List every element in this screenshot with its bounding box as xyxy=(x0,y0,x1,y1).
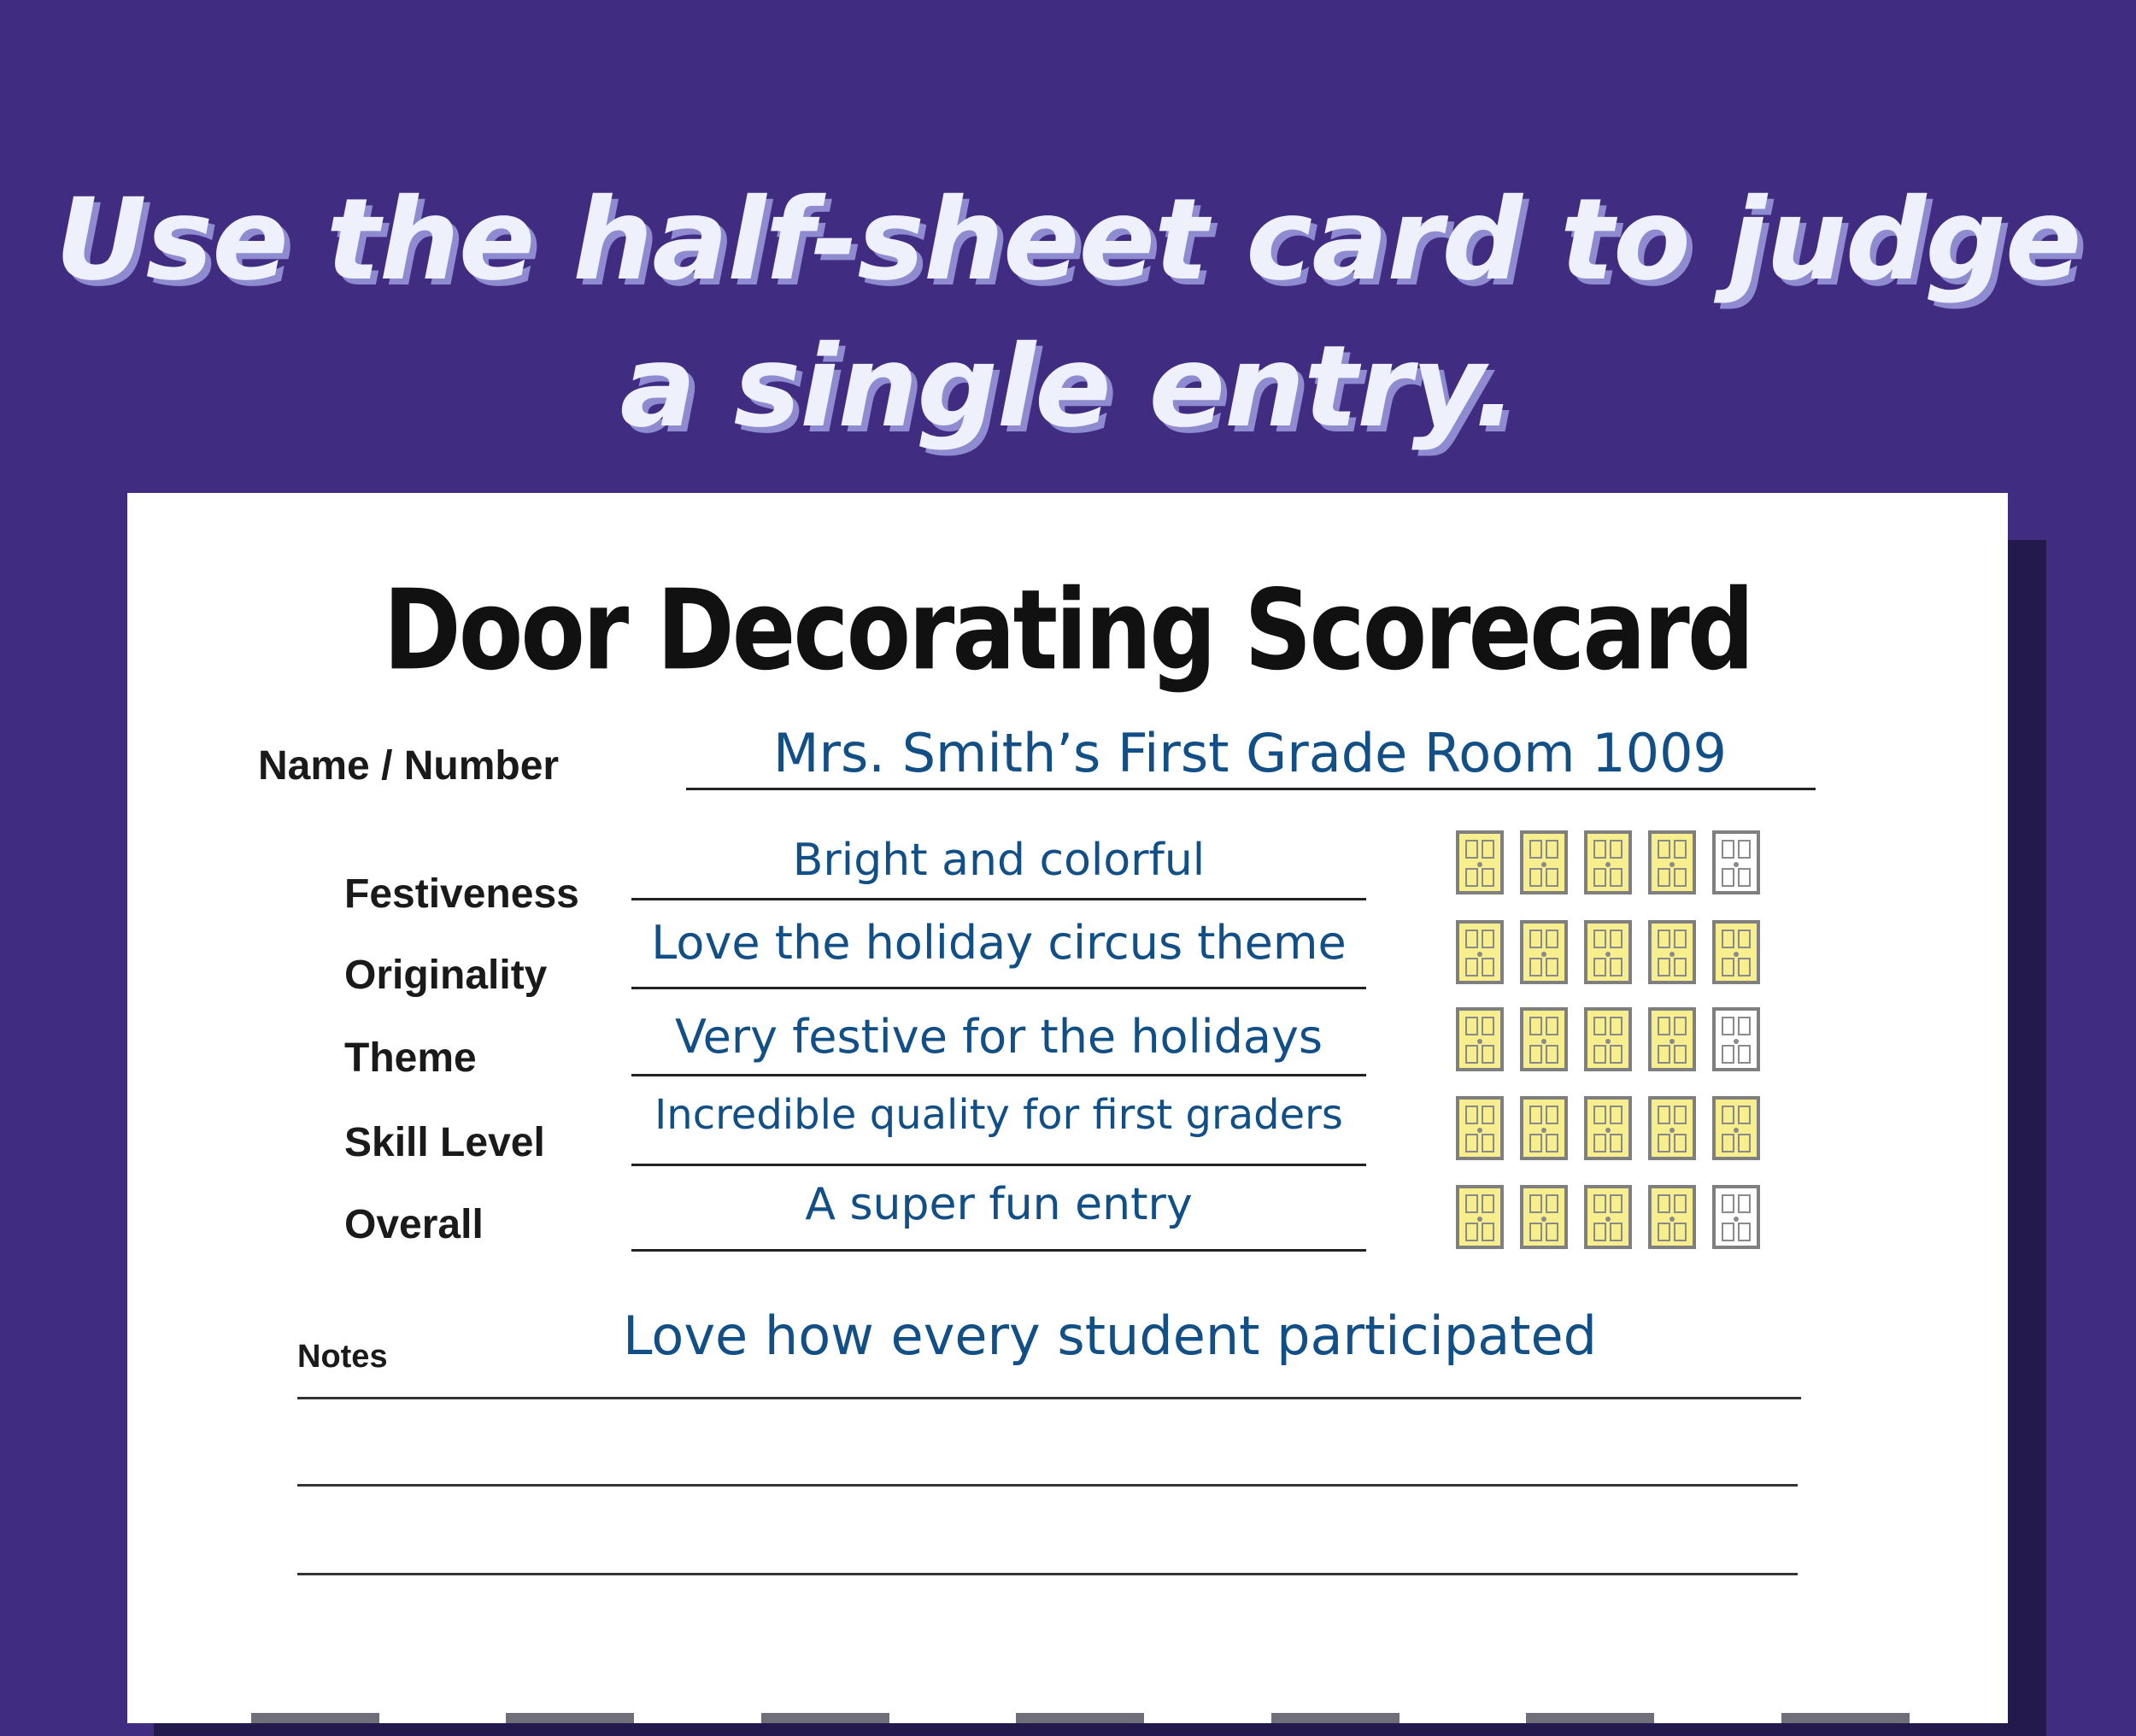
door-icon xyxy=(1520,830,1568,894)
scorecard xyxy=(127,493,2008,1723)
cut-tab xyxy=(1526,1713,1654,1723)
door-icon xyxy=(1712,1096,1760,1160)
criterion-line-originality xyxy=(631,987,1366,989)
door-icon xyxy=(1584,1007,1632,1071)
notes-line-3 xyxy=(297,1573,1798,1575)
scorecard-title: Door Decorating Scorecard xyxy=(383,566,1752,695)
cut-guide-tabs xyxy=(127,1698,2008,1723)
door-icon xyxy=(1648,830,1696,894)
door-icon xyxy=(1456,1007,1504,1071)
door-icon xyxy=(1520,1007,1568,1071)
door-icon xyxy=(1648,1007,1696,1071)
criterion-label-overall: Overall xyxy=(344,1202,484,1247)
criterion-comment-overall: A super fun entry xyxy=(805,1179,1193,1230)
notes-line-2 xyxy=(297,1484,1798,1487)
headline-line-1: Use the half-sheet card to judge xyxy=(55,174,2081,306)
headline xyxy=(0,167,2136,460)
door-icon xyxy=(1456,830,1504,894)
cut-tab xyxy=(506,1713,634,1723)
name-value: Mrs. Smith’s First Grade Room 1009 xyxy=(773,722,1727,784)
rating-skill-level xyxy=(1456,1096,1760,1160)
door-icon xyxy=(1712,1007,1760,1071)
criterion-label-skill-level: Skill Level xyxy=(344,1120,545,1165)
cut-tab xyxy=(1016,1713,1144,1723)
door-icon xyxy=(1456,920,1504,984)
criterion-comment-originality: Love the holiday circus theme xyxy=(651,916,1347,970)
criterion-line-festiveness xyxy=(631,898,1366,900)
criterion-label-theme: Theme xyxy=(344,1035,477,1081)
door-icon xyxy=(1456,1185,1504,1249)
door-icon xyxy=(1648,1096,1696,1160)
notes-label: Notes xyxy=(297,1339,388,1375)
cut-tab xyxy=(1271,1713,1400,1723)
criterion-comment-theme: Very festive for the holidays xyxy=(674,1010,1323,1064)
rating-festiveness xyxy=(1456,830,1760,894)
criterion-line-overall xyxy=(631,1249,1366,1252)
criterion-label-festiveness: Festiveness xyxy=(344,871,579,917)
criterion-comment-festiveness: Bright and colorful xyxy=(792,835,1206,886)
rating-theme xyxy=(1456,1007,1760,1071)
door-icon xyxy=(1648,1185,1696,1249)
door-icon xyxy=(1520,1185,1568,1249)
cut-tab xyxy=(251,1713,379,1723)
cut-tab xyxy=(1781,1713,1910,1723)
door-icon xyxy=(1584,830,1632,894)
door-icon xyxy=(1520,1096,1568,1160)
door-icon xyxy=(1584,920,1632,984)
door-icon xyxy=(1584,1185,1632,1249)
criterion-comment-skill-level: Incredible quality for first graders xyxy=(654,1091,1343,1139)
rating-originality xyxy=(1456,920,1760,984)
name-line xyxy=(686,788,1816,790)
criterion-line-theme xyxy=(631,1074,1366,1076)
door-icon xyxy=(1456,1096,1504,1160)
name-label: Name / Number xyxy=(258,743,560,789)
criterion-label-originality: Originality xyxy=(344,953,548,998)
rating-overall xyxy=(1456,1185,1760,1249)
cut-tab xyxy=(761,1713,889,1723)
door-icon xyxy=(1712,920,1760,984)
door-icon xyxy=(1584,1096,1632,1160)
door-icon xyxy=(1712,1185,1760,1249)
notes-value: Love how every student participated xyxy=(622,1305,1597,1367)
door-icon xyxy=(1520,920,1568,984)
door-icon xyxy=(1712,830,1760,894)
headline-line-2: a single entry. xyxy=(619,321,1517,453)
door-icon xyxy=(1648,920,1696,984)
criterion-line-skill-level xyxy=(631,1164,1366,1166)
notes-line-1 xyxy=(297,1397,1801,1399)
